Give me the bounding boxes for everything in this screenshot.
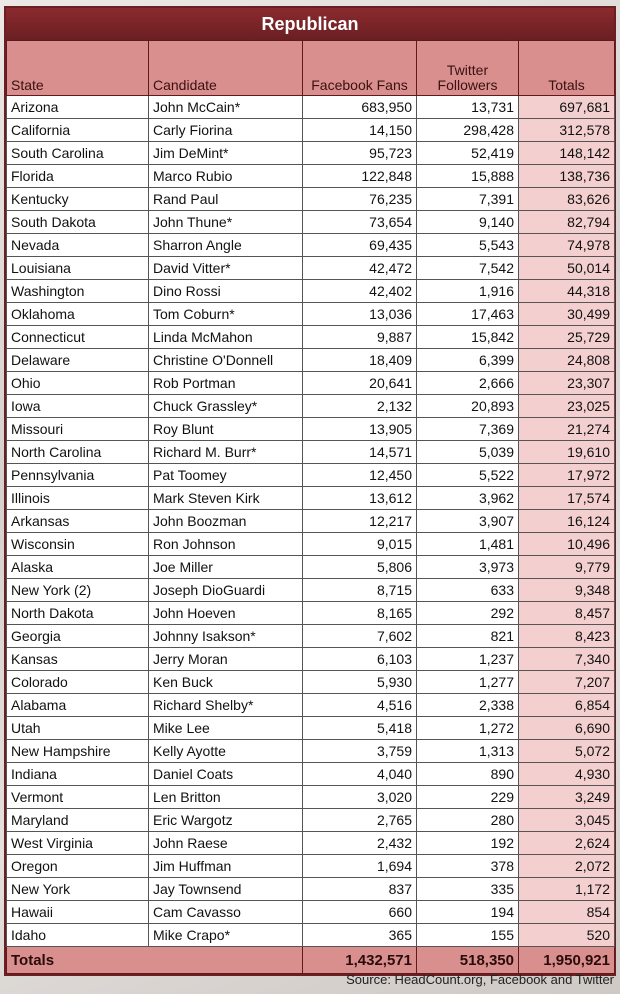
- cell-state: Hawaii: [7, 901, 149, 924]
- cell-facebook: 3,020: [303, 786, 417, 809]
- cell-total: 148,142: [519, 142, 615, 165]
- table-row: [7, 671, 615, 694]
- cell-state: California: [7, 119, 149, 142]
- cell-state: South Dakota: [7, 211, 149, 234]
- cell-twitter: 52,419: [417, 142, 519, 165]
- table-row: [7, 464, 615, 487]
- cell-facebook: 12,217: [303, 510, 417, 533]
- cell-state: Maryland: [7, 809, 149, 832]
- cell-facebook: 20,641: [303, 372, 417, 395]
- cell-twitter: 15,842: [417, 326, 519, 349]
- cell-facebook: 69,435: [303, 234, 417, 257]
- cell-total: 138,736: [519, 165, 615, 188]
- cell-candidate: Kelly Ayotte: [149, 740, 303, 763]
- cell-twitter: 9,140: [417, 211, 519, 234]
- cell-candidate: Roy Blunt: [149, 418, 303, 441]
- cell-state: Utah: [7, 717, 149, 740]
- cell-twitter: 1,272: [417, 717, 519, 740]
- cell-total: 30,499: [519, 303, 615, 326]
- cell-candidate: David Vitter*: [149, 257, 303, 280]
- table-row: [7, 786, 615, 809]
- table-row: [7, 487, 615, 510]
- cell-facebook: 6,103: [303, 648, 417, 671]
- cell-candidate: Jim Huffman: [149, 855, 303, 878]
- cell-state: Ohio: [7, 372, 149, 395]
- cell-candidate: Ron Johnson: [149, 533, 303, 556]
- cell-twitter: 7,369: [417, 418, 519, 441]
- cell-facebook: 12,450: [303, 464, 417, 487]
- cell-candidate: Chuck Grassley*: [149, 395, 303, 418]
- cell-candidate: Pat Toomey: [149, 464, 303, 487]
- cell-candidate: John Boozman: [149, 510, 303, 533]
- cell-facebook: 13,036: [303, 303, 417, 326]
- cell-total: 2,072: [519, 855, 615, 878]
- cell-twitter: 1,277: [417, 671, 519, 694]
- cell-candidate: Cam Cavasso: [149, 901, 303, 924]
- cell-state: Delaware: [7, 349, 149, 372]
- cell-state: New York: [7, 878, 149, 901]
- cell-twitter: 194: [417, 901, 519, 924]
- cell-total: 854: [519, 901, 615, 924]
- totals-label: Totals: [7, 947, 303, 974]
- table-row: [7, 119, 615, 142]
- cell-total: 520: [519, 924, 615, 947]
- cell-state: Wisconsin: [7, 533, 149, 556]
- cell-twitter: 890: [417, 763, 519, 786]
- cell-twitter: 292: [417, 602, 519, 625]
- cell-facebook: 5,806: [303, 556, 417, 579]
- cell-twitter: 192: [417, 832, 519, 855]
- cell-candidate: John Hoeven: [149, 602, 303, 625]
- cell-twitter: 2,338: [417, 694, 519, 717]
- cell-candidate: Linda McMahon: [149, 326, 303, 349]
- cell-facebook: 1,694: [303, 855, 417, 878]
- cell-state: Pennsylvania: [7, 464, 149, 487]
- cell-state: Arkansas: [7, 510, 149, 533]
- table-body: [7, 96, 615, 947]
- source-note: Source: HeadCount.org, Facebook and Twitter: [346, 972, 614, 987]
- cell-state: New York (2): [7, 579, 149, 602]
- cell-candidate: Jerry Moran: [149, 648, 303, 671]
- cell-twitter: 20,893: [417, 395, 519, 418]
- cell-facebook: 73,654: [303, 211, 417, 234]
- cell-candidate: Joe Miller: [149, 556, 303, 579]
- cell-candidate: Christine O'Donnell: [149, 349, 303, 372]
- cell-total: 17,574: [519, 487, 615, 510]
- cell-candidate: Richard M. Burr*: [149, 441, 303, 464]
- cell-state: Colorado: [7, 671, 149, 694]
- cell-twitter: 1,313: [417, 740, 519, 763]
- cell-state: Iowa: [7, 395, 149, 418]
- cell-candidate: Rob Portman: [149, 372, 303, 395]
- cell-state: Georgia: [7, 625, 149, 648]
- cell-facebook: 2,765: [303, 809, 417, 832]
- cell-candidate: Sharron Angle: [149, 234, 303, 257]
- cell-state: Idaho: [7, 924, 149, 947]
- table-row: [7, 924, 615, 947]
- cell-candidate: John McCain*: [149, 96, 303, 119]
- cell-candidate: John Raese: [149, 832, 303, 855]
- cell-facebook: 9,015: [303, 533, 417, 556]
- table-row: [7, 556, 615, 579]
- cell-twitter: 5,522: [417, 464, 519, 487]
- table-footer: [7, 947, 615, 974]
- cell-total: 8,423: [519, 625, 615, 648]
- cell-state: Vermont: [7, 786, 149, 809]
- cell-facebook: 14,150: [303, 119, 417, 142]
- cell-state: Indiana: [7, 763, 149, 786]
- totals-twitter: 518,350: [417, 947, 519, 974]
- table-title: Republican: [6, 8, 614, 40]
- cell-facebook: 42,472: [303, 257, 417, 280]
- cell-state: Kentucky: [7, 188, 149, 211]
- cell-total: 3,045: [519, 809, 615, 832]
- cell-total: 6,854: [519, 694, 615, 717]
- cell-total: 83,626: [519, 188, 615, 211]
- cell-total: 82,794: [519, 211, 615, 234]
- table-row: [7, 625, 615, 648]
- table-row: [7, 257, 615, 280]
- cell-twitter: 280: [417, 809, 519, 832]
- cell-candidate: Len Britton: [149, 786, 303, 809]
- cell-twitter: 6,399: [417, 349, 519, 372]
- table-row: [7, 648, 615, 671]
- header-twitter: Twitter Followers: [417, 41, 519, 96]
- table-row: [7, 96, 615, 119]
- cell-candidate: Daniel Coats: [149, 763, 303, 786]
- cell-total: 44,318: [519, 280, 615, 303]
- cell-twitter: 821: [417, 625, 519, 648]
- cell-state: Illinois: [7, 487, 149, 510]
- cell-twitter: 7,542: [417, 257, 519, 280]
- cell-total: 23,307: [519, 372, 615, 395]
- cell-facebook: 95,723: [303, 142, 417, 165]
- cell-state: Oklahoma: [7, 303, 149, 326]
- cell-facebook: 18,409: [303, 349, 417, 372]
- table-row: [7, 855, 615, 878]
- cell-state: Alaska: [7, 556, 149, 579]
- cell-total: 16,124: [519, 510, 615, 533]
- cell-total: 19,610: [519, 441, 615, 464]
- table-row: [7, 441, 615, 464]
- totals-row: [7, 947, 615, 974]
- cell-state: West Virginia: [7, 832, 149, 855]
- cell-total: 9,348: [519, 579, 615, 602]
- cell-state: Louisiana: [7, 257, 149, 280]
- cell-facebook: 837: [303, 878, 417, 901]
- totals-total: 1,950,921: [519, 947, 615, 974]
- cell-twitter: 378: [417, 855, 519, 878]
- cell-total: 17,972: [519, 464, 615, 487]
- cell-total: 9,779: [519, 556, 615, 579]
- cell-candidate: Mark Steven Kirk: [149, 487, 303, 510]
- cell-total: 697,681: [519, 96, 615, 119]
- table-row: [7, 395, 615, 418]
- cell-state: Arizona: [7, 96, 149, 119]
- cell-twitter: 1,237: [417, 648, 519, 671]
- cell-state: Oregon: [7, 855, 149, 878]
- cell-state: Connecticut: [7, 326, 149, 349]
- cell-candidate: Tom Coburn*: [149, 303, 303, 326]
- cell-facebook: 2,132: [303, 395, 417, 418]
- cell-twitter: 13,731: [417, 96, 519, 119]
- cell-twitter: 155: [417, 924, 519, 947]
- cell-state: Kansas: [7, 648, 149, 671]
- table-row: [7, 602, 615, 625]
- cell-facebook: 13,612: [303, 487, 417, 510]
- cell-state: Nevada: [7, 234, 149, 257]
- cell-total: 312,578: [519, 119, 615, 142]
- table-row: [7, 326, 615, 349]
- header-state: State: [7, 41, 149, 96]
- cell-candidate: Johnny Isakson*: [149, 625, 303, 648]
- cell-twitter: 17,463: [417, 303, 519, 326]
- cell-twitter: 3,973: [417, 556, 519, 579]
- cell-twitter: 633: [417, 579, 519, 602]
- cell-candidate: John Thune*: [149, 211, 303, 234]
- cell-candidate: Richard Shelby*: [149, 694, 303, 717]
- cell-facebook: 4,040: [303, 763, 417, 786]
- table-row: [7, 280, 615, 303]
- cell-state: Alabama: [7, 694, 149, 717]
- cell-twitter: 1,481: [417, 533, 519, 556]
- cell-total: 24,808: [519, 349, 615, 372]
- cell-facebook: 2,432: [303, 832, 417, 855]
- table-row: [7, 211, 615, 234]
- cell-candidate: Mike Lee: [149, 717, 303, 740]
- cell-total: 4,930: [519, 763, 615, 786]
- table-row: [7, 188, 615, 211]
- cell-total: 10,496: [519, 533, 615, 556]
- cell-twitter: 5,543: [417, 234, 519, 257]
- cell-facebook: 8,715: [303, 579, 417, 602]
- cell-candidate: Jim DeMint*: [149, 142, 303, 165]
- cell-facebook: 365: [303, 924, 417, 947]
- cell-state: Missouri: [7, 418, 149, 441]
- cell-twitter: 1,916: [417, 280, 519, 303]
- cell-facebook: 9,887: [303, 326, 417, 349]
- cell-total: 8,457: [519, 602, 615, 625]
- cell-twitter: 3,962: [417, 487, 519, 510]
- table-row: [7, 763, 615, 786]
- cell-facebook: 8,165: [303, 602, 417, 625]
- cell-total: 23,025: [519, 395, 615, 418]
- cell-facebook: 76,235: [303, 188, 417, 211]
- cell-facebook: 5,418: [303, 717, 417, 740]
- cell-candidate: Dino Rossi: [149, 280, 303, 303]
- cell-facebook: 122,848: [303, 165, 417, 188]
- cell-total: 50,014: [519, 257, 615, 280]
- table-header: [7, 41, 615, 96]
- cell-state: South Carolina: [7, 142, 149, 165]
- cell-candidate: Ken Buck: [149, 671, 303, 694]
- cell-facebook: 7,602: [303, 625, 417, 648]
- table-row: [7, 809, 615, 832]
- table-row: [7, 901, 615, 924]
- cell-total: 6,690: [519, 717, 615, 740]
- cell-state: North Dakota: [7, 602, 149, 625]
- cell-total: 7,207: [519, 671, 615, 694]
- cell-state: Florida: [7, 165, 149, 188]
- results-table: [6, 40, 615, 974]
- data-table-panel: [4, 6, 616, 976]
- totals-facebook: 1,432,571: [303, 947, 417, 974]
- header-totals: Totals: [519, 41, 615, 96]
- table-row: [7, 142, 615, 165]
- cell-candidate: Carly Fiorina: [149, 119, 303, 142]
- cell-twitter: 5,039: [417, 441, 519, 464]
- table-row: [7, 832, 615, 855]
- cell-facebook: 5,930: [303, 671, 417, 694]
- cell-state: Washington: [7, 280, 149, 303]
- cell-candidate: Marco Rubio: [149, 165, 303, 188]
- table-row: [7, 533, 615, 556]
- cell-total: 1,172: [519, 878, 615, 901]
- cell-candidate: Rand Paul: [149, 188, 303, 211]
- cell-facebook: 660: [303, 901, 417, 924]
- cell-total: 21,274: [519, 418, 615, 441]
- cell-total: 2,624: [519, 832, 615, 855]
- cell-state: New Hampshire: [7, 740, 149, 763]
- cell-twitter: 298,428: [417, 119, 519, 142]
- cell-state: North Carolina: [7, 441, 149, 464]
- table-row: [7, 165, 615, 188]
- header-facebook: Facebook Fans: [303, 41, 417, 96]
- cell-candidate: Jay Townsend: [149, 878, 303, 901]
- cell-facebook: 14,571: [303, 441, 417, 464]
- cell-facebook: 13,905: [303, 418, 417, 441]
- cell-total: 3,249: [519, 786, 615, 809]
- table-row: [7, 418, 615, 441]
- cell-facebook: 4,516: [303, 694, 417, 717]
- table-row: [7, 303, 615, 326]
- cell-candidate: Mike Crapo*: [149, 924, 303, 947]
- table-row: [7, 510, 615, 533]
- table-row: [7, 234, 615, 257]
- cell-twitter: 335: [417, 878, 519, 901]
- cell-twitter: 3,907: [417, 510, 519, 533]
- table-row: [7, 349, 615, 372]
- cell-candidate: Eric Wargotz: [149, 809, 303, 832]
- table-row: [7, 878, 615, 901]
- table-row: [7, 372, 615, 395]
- table-row: [7, 740, 615, 763]
- cell-total: 7,340: [519, 648, 615, 671]
- cell-facebook: 42,402: [303, 280, 417, 303]
- table-row: [7, 694, 615, 717]
- cell-total: 74,978: [519, 234, 615, 257]
- cell-candidate: Joseph DioGuardi: [149, 579, 303, 602]
- cell-twitter: 2,666: [417, 372, 519, 395]
- cell-facebook: 3,759: [303, 740, 417, 763]
- cell-twitter: 15,888: [417, 165, 519, 188]
- cell-twitter: 7,391: [417, 188, 519, 211]
- table-row: [7, 717, 615, 740]
- table-row: [7, 579, 615, 602]
- cell-total: 5,072: [519, 740, 615, 763]
- cell-facebook: 683,950: [303, 96, 417, 119]
- header-candidate: Candidate: [149, 41, 303, 96]
- cell-twitter: 229: [417, 786, 519, 809]
- cell-total: 25,729: [519, 326, 615, 349]
